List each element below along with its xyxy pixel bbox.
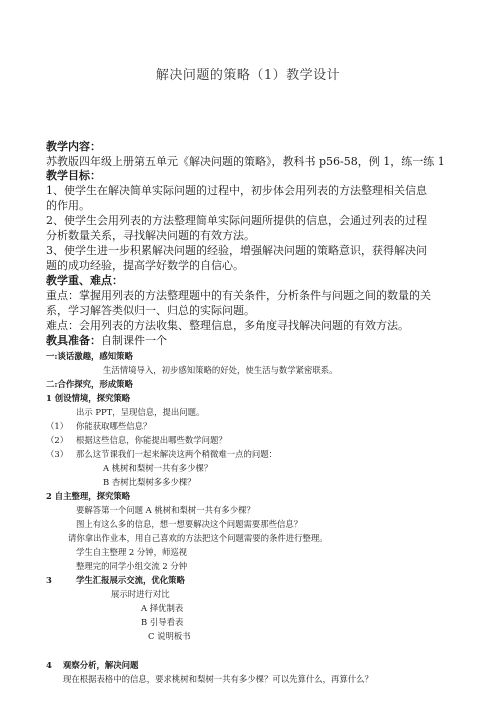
section-2-2-line-3: 请你拿出作业本，用自己喜欢的方法把这个问题需要的条件进行整理。	[68, 533, 328, 543]
preparation-heading: 教具准备：	[46, 334, 101, 347]
section-2-1-text: 出示 PPT，呈现信息，提出问题。	[76, 407, 205, 417]
question-2-text: 根据这些信息，你能提出哪些数学问题？	[76, 435, 227, 445]
goals-heading: 教学目标：	[46, 169, 101, 182]
document-title: 解决问题的策略（1）教学设计	[155, 68, 341, 83]
question-3-text: 那么这节课我们一起来解决这两个稍微难一点的问题：	[76, 449, 277, 459]
question-1-text: 你能获取哪些信息？	[76, 421, 152, 431]
section-2-1-heading: 1 创设情境，探究策略	[46, 393, 131, 403]
question-b: B 杏树比梨树多多少棵？	[103, 477, 196, 487]
question-a: A 桃树和梨树一共有多少棵？	[103, 463, 213, 473]
question-3-number: （3）	[46, 449, 69, 459]
key-point-line-1: 重点：掌握用列表的方法整理题中的有关条件，分析条件与问题之间的数量的关	[46, 289, 431, 302]
goal-3-line-2: 题的成功经验，提高学好数学的自信心。	[46, 259, 244, 272]
preparation-text: 自制课件一个	[101, 334, 167, 347]
section-2-2-heading: 2 自主整理，探究策略	[46, 491, 131, 501]
content-heading: 教学内容：	[46, 140, 101, 153]
section-3-line-1: 展示时进行对比	[111, 589, 170, 599]
section-4-number: 4	[46, 660, 52, 670]
section-2-2-line-1: 要解答第一个问题 A 桃树和梨树一共有多少棵？	[76, 505, 255, 515]
content-text: 苏教版四年级上册第五单元《解决问题的策略》，教科书 p56-58，例 1，练一练 1	[46, 155, 445, 168]
goal-1-line-1: 1、使学生在解决简单实际问题的过程中，初步体会用列表的方法整理相关信息	[46, 184, 427, 197]
preparation-line	[46, 335, 167, 347]
section-3-line-2: A 择优制表	[141, 603, 184, 613]
section-1-text: 生活情境导入，初步感知策略的好处，使生活与数学紧密联系。	[103, 365, 338, 375]
section-3-line-3: B 引导看表	[141, 617, 184, 627]
section-2-2-line-2: 图上有这么多的信息，想一想要解决这个问题需要那些信息？	[76, 519, 303, 529]
goal-3-line-1: 3、使学生进一步积累解决问题的经验，增强解决问题的策略意识，获得解决问	[46, 244, 427, 257]
key-point-line-2: 系，学习解答类似归一、归总的实际问题。	[46, 304, 255, 317]
section-2-2-line-5: 整理完的同学小组交流 2 分钟	[76, 561, 188, 571]
goal-2-line-2: 分析数量关系，寻找解决问题的有效方法。	[46, 229, 255, 242]
goal-2-line-1: 2、使学生会用列表的方法整理简单实际问题所提供的信息，会通过列表的过程	[46, 214, 427, 227]
section-2-2-line-4: 学生自主整理 2 分钟，师巡视	[76, 547, 188, 557]
section-1-heading: 一:谈话激趣，感知策略	[46, 351, 133, 361]
question-1-number: （1）	[46, 421, 69, 431]
question-2-number: （2）	[46, 435, 69, 445]
difficulty-text: 难点：会用列表的方法收集、整理信息，多角度寻找解决问题的有效方法。	[46, 319, 409, 332]
section-3-line-4: C 说明板书	[148, 631, 191, 641]
section-3-heading: 学生汇报展示交流，优化策略	[76, 575, 185, 585]
section-2-heading: 二:合作探究，形成策略	[46, 379, 133, 389]
section-4-heading: 观察分析，解决问题	[63, 660, 139, 670]
section-4-text: 现在根据表格中的信息，要求桃树和梨树一共有多少棵？可以先算什么，再算什么？	[63, 674, 373, 684]
goal-1-line-2: 的作用。	[46, 199, 90, 212]
section-3-number: 3	[46, 575, 52, 585]
key-points-heading: 教学重、难点：	[46, 274, 123, 287]
